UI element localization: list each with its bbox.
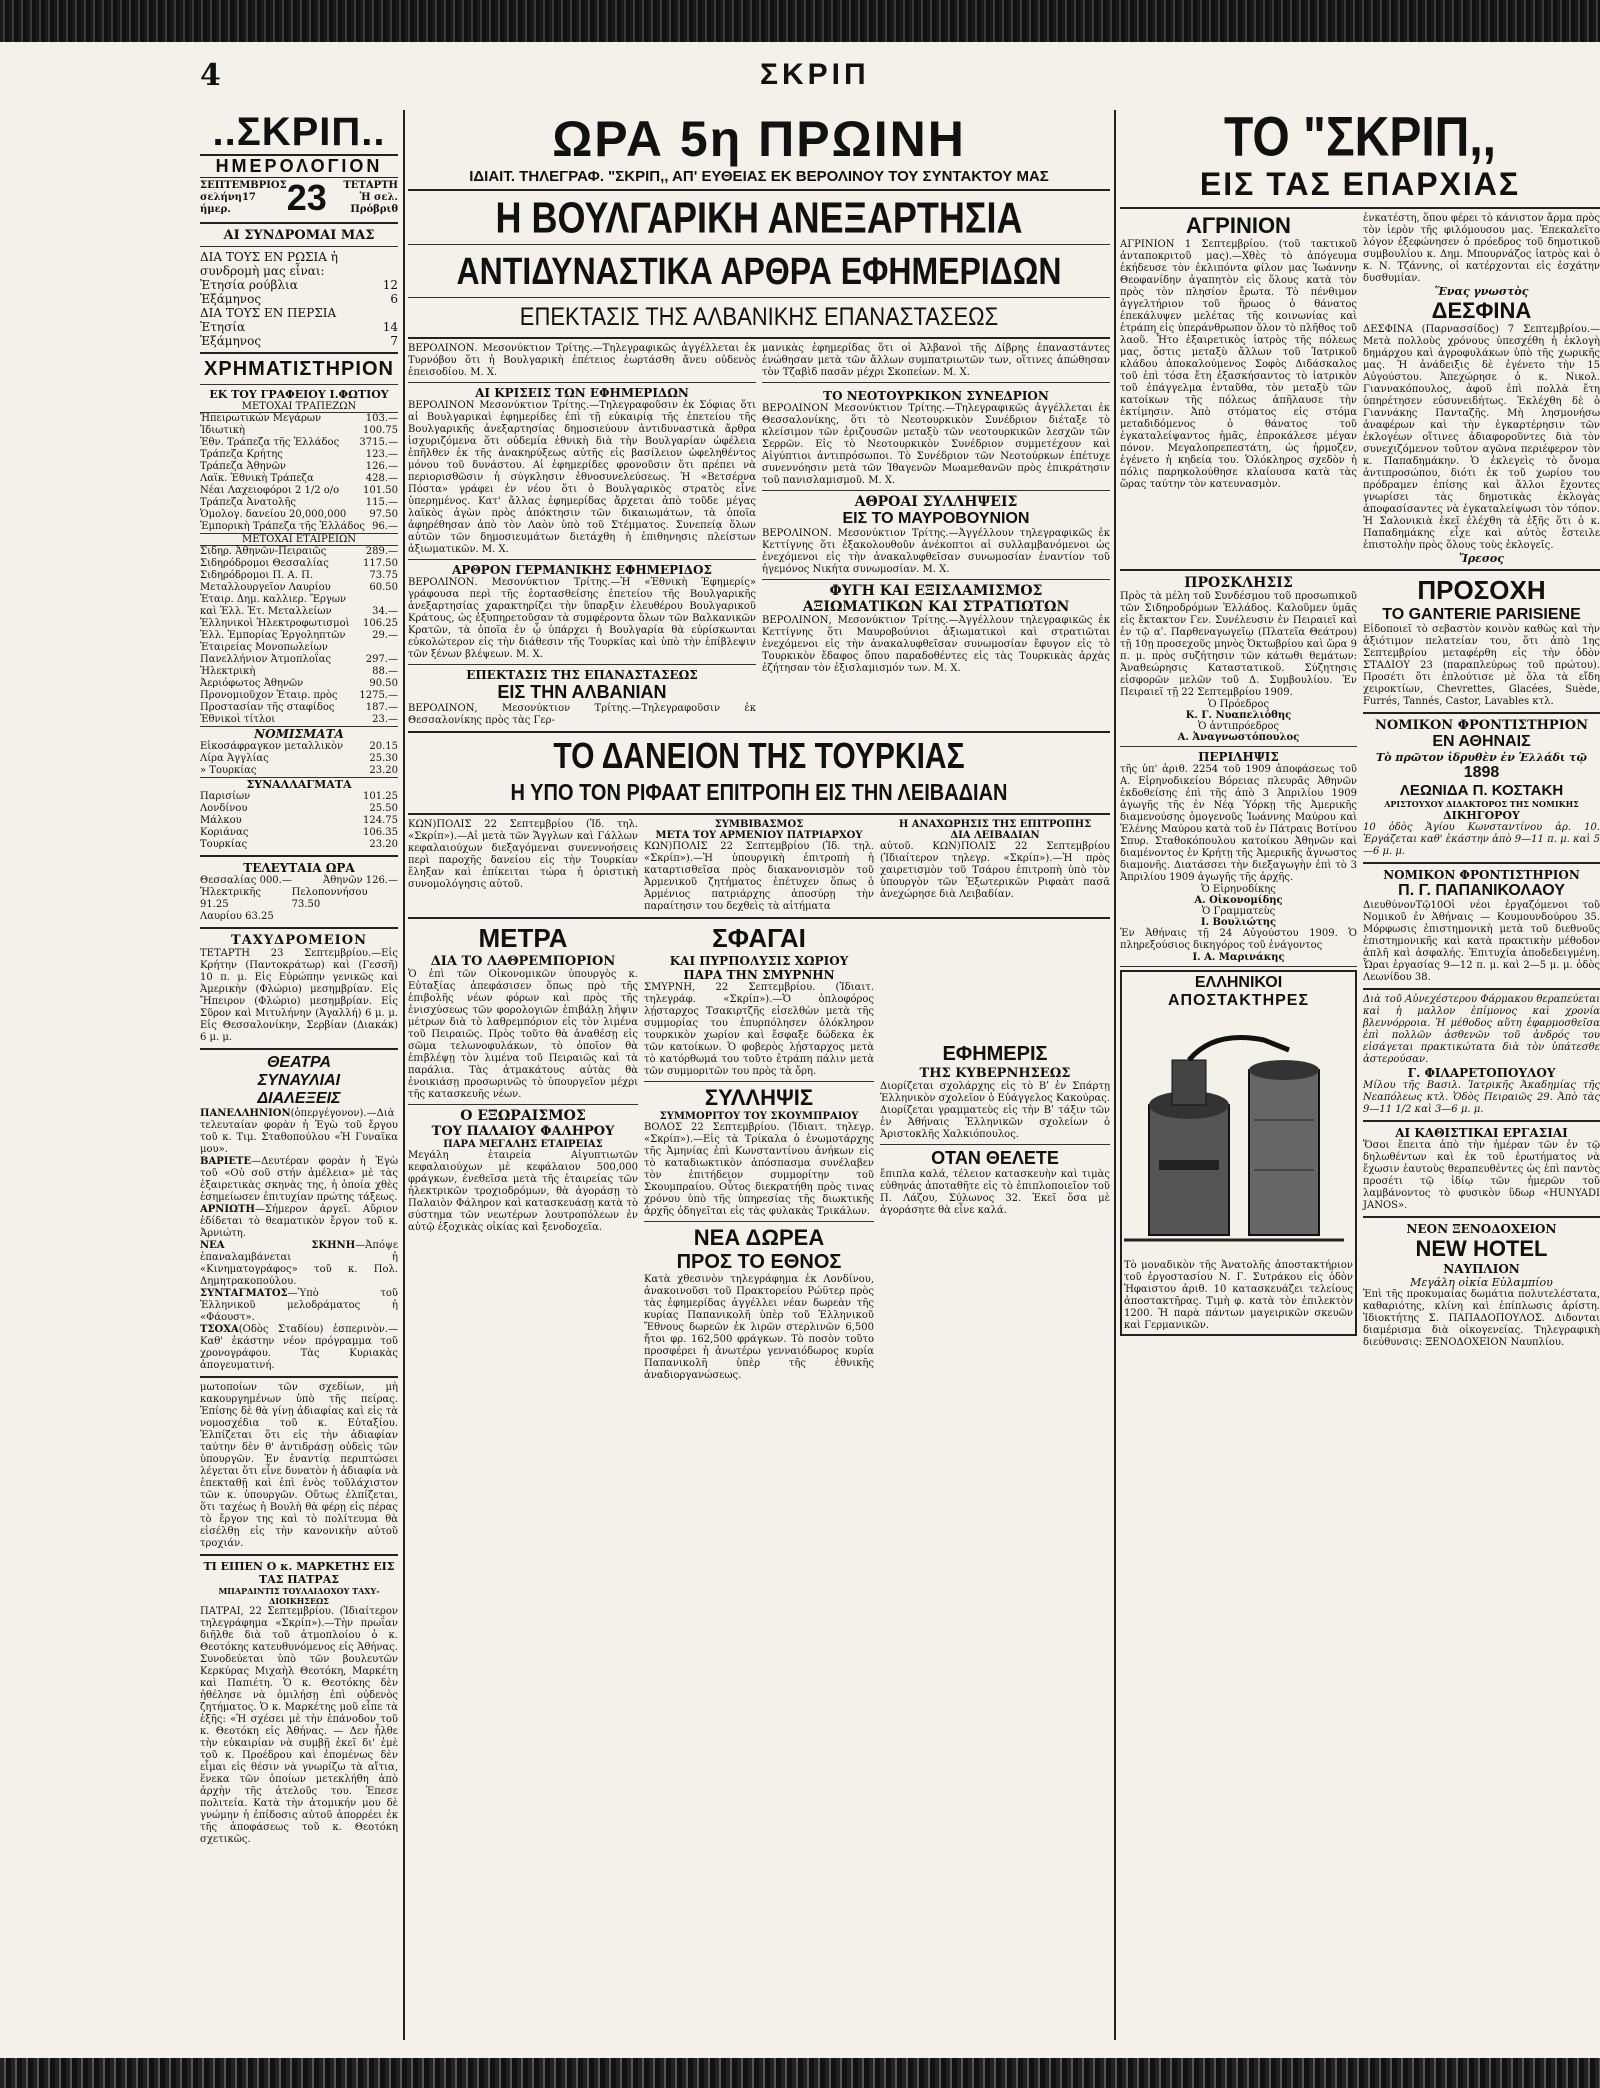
- fx-row-label: Μάλκου: [200, 815, 242, 826]
- gift-text: Κατὰ χθεσινὸν τηλεγράφημα ἐκ Λονδίνου, ἀνακοινοῦσι τοῦ Πρακτορείου Ρώϋτερ πρὸς τὰς ἐφημερίδας ἀγγέλλει νέαν δωρεὰν τῆς κυρίας Παπανικολῆ ὑπὲρ τοῦ Ἑλληνικοῦ Ἔθνους δωρεῶν ἐκ λιρῶν στερλινῶν 6,500 ἤτοι φρ. 162,500 φράγκων. Τὸ ποσὸν τοῦτο προσφέρει ἡ ἀνωτέρω γενναιόδωρος κυρία Παπανικολῆ ὑπὲρ τῆς ἐθνικῆς ἀναδιοργανώσεως.: [644, 1274, 874, 1381]
- bank-row-label: Τράπεζα Ἀνατολῆς: [200, 497, 296, 508]
- bank-row-label: Νέαι Λαχειοφόροι 2 1/2 ο/ο: [200, 485, 340, 496]
- banks-title: ΜΕΤΟΧΑΙ ΤΡΑΠΕΖΩΝ: [200, 401, 398, 413]
- summary-sign-4: Ι. Βουλιώτης: [1200, 917, 1277, 928]
- subs-row: [200, 292, 398, 306]
- masthead: ..ΣΚΡΙΠ..: [212, 110, 386, 154]
- bank-row: [200, 473, 398, 485]
- bank-row-value: 103.—: [365, 413, 398, 424]
- company-row-label: Μεταλλουργεῖον Λαυρίου: [200, 582, 331, 593]
- arrest2-sub: ΣΥΜΜΟΡΙΤΟΥ ΤΟΥ ΣΚΟΥΜΠΡΑΙΟΥ: [659, 1111, 859, 1122]
- agrinion-text: ΑΓΡΙΝΙΟΝ 1 Σεπτεμβρίου. (τοῦ τακτικοῦ ἀνταποκριτοῦ μας).—Χθὲς τὸ ἀπόγευμα ἐκήδευσε τὸν ἐκλιπόντα φίλον μας Ἰωάννην Θεοφανίδην ἀγαπητὸν εἰς ὅλους κατὰ τὸν πρὸς τὸν πλησίον ἔρωτα. Τὸ πένθιμον ἀγγελτήριον τοῦ ἥρωος ὁ θάνατος ἐπεκάλυψεν μελέτας τῆς κοινωνίας καὶ ἐτράπη εἰς ὑπεράνθρωπον ὅλον τὸ πλῆθος τοῦ λαοῦ. Ἦτο ἐξαιρετικὸς ἰατρὸς τῆς πόλεως μας, ὅστις μεταξὺ ἄλλων τοῦ Ἰατρικοῦ κλάδου ἀποκαλούμενος Σοφὸς Διδάσκαλος τοῦ ἐπὶ τόσα ἔτη ἐξασκήσαντος τὸ ἰατρικὸν τοῦ ἐπάγγελμα ἐνταῦθα, τὸν μεταξὺ τῶν κατοίκων τῆς πόλεως ἀπῆλαυσε τὴν ἐκτίμησιν. Ἀπὸ στόματος εἰς στόμα μεταδιδόμενος ὁ θάνατος τοῦ ἐγκαταλείψαντος ἡμᾶς, ἐπροκάλεσε μέγαν πόνον. Μεγαλοπρεπεστάτη, ὡς ἡρμοζεν, ἐγένετο ἡ κηδεία του. Ὁλόκληρος σχεδὸν ἡ πόλις παρηκολούθησε κλαίουσα κατὰ τὰς ὥρας ταύτην τὸν κατευνασμὸν.: [1120, 239, 1357, 490]
- govpaper-title-1: ΕΦΗΜΕΡΙΣ: [942, 1043, 1048, 1065]
- calendar-month: ΣΕΠΤΕΜΒΡΙΟΣ: [200, 180, 287, 191]
- slaughter-sub-1: ΚΑΙ ΠΥΡΠΟΛΥΣΙΣ ΧΩΡΙΟΥ: [669, 954, 849, 968]
- loan-subheadline: Η ΥΠΟ ΤΟΝ ΡΙΦΑΑΤ ΕΠΙΤΡΟΠΗ ΕΙΣ ΤΗΝ ΛΕΙΒΑΔΙΑΝ: [510, 780, 1008, 806]
- currency-row-label: » Τουρκίας: [200, 765, 257, 776]
- neoturk-text: ΒΕΡΟΛΙΝΟΝ Μεσονύκτιον Τρίτης.—Τηλεγραφικῶς ἀγγέλλεται ἐκ Θεσσαλονίκης, ὅτι τὸ Νεοτουρκικὸν Συνέδριον διέταξε τὸ κλείσιμον τῶν ἐριζουσῶν μεταξὺ τῶν νεοτουρκικῶν λεσχῶν τῶν Σερρῶν. Εἰς τὸ Νεοτουρκικὸν Συνέδριον συμμετέχουν καὶ Αἰγύπτιοι ἀντιπρόσωποι. Τὸ Συνέδριον τῶν Νεοτούρκων ἐπέτυχε συνεννόησιν μετὰ τῶν Ἰθαγενῶν Μωαμεθανῶν πρὸς ἐπικράτησιν τοῦ πανισλαμισμοῦ. Μ. Χ.: [762, 403, 1110, 486]
- departure-title: Η ΑΝΑΧΩΡΗΣΙΣ ΤΗΣ ΕΠΙΤΡΟΠΗΣ: [898, 819, 1092, 830]
- calendar-title: ΗΜΕΡΟΛΟΓΙΟΝ: [200, 154, 398, 178]
- fx-row-label: Παρισίων: [200, 791, 251, 802]
- bank-row: [200, 449, 398, 461]
- bank-row: [200, 413, 398, 425]
- page-number: 4: [200, 58, 221, 93]
- still-apparatus-illustration: [1124, 1010, 1344, 1260]
- last-hour-row-label: Λαυρίου 63.25: [200, 911, 274, 922]
- last-hour-row: [200, 875, 398, 887]
- theatre-name: ΑΡΝΙΩΤΗ: [200, 1204, 255, 1215]
- provinces-section: [1120, 213, 1600, 565]
- theatre-text: —Σήμερον ἀργεῖ. Αὔριον ἐδίδεται τὸ θεαματικὸν ἔργον τοῦ κ. Ἀρνιώτη.: [200, 1204, 398, 1239]
- invitation-sign-2: Κ. Γ. Νυαπελιόθης: [1185, 710, 1292, 721]
- company-row-value: 73.75: [369, 570, 398, 581]
- fx-title: ΣΥΝΑΛΛΑΓΜΑΤΑ: [200, 777, 398, 791]
- company-row-value: 88.—: [372, 666, 398, 677]
- phaleron-text: Μεγάλη ἑταιρεία Αἰγυπτιωτῶν κεφαλαιούχων μὲ κεφάλαιον 500,000 φράγκων, ἐνεθεῖσα μετὰ τῆς ἑταιρείας τῶν ἠλεκτρικῶν τροχιοδρόμων, θὰ ἀγοράσῃ τὸ Παλαιὸν Φάληρον καὶ κατασκευάσῃ κατὰ τὸ σύστημα τῶν νεωτέρων λουτροπόλεων ἐν αὐτῷ ἐξοχικὰς οἰκίας καὶ ξενοδοχεῖα.: [408, 1150, 638, 1233]
- subs-row-label: Ἐτησία ρούβλια: [200, 278, 298, 292]
- company-row-label: Ἑταιρείας Μονοπωλείων: [200, 642, 328, 653]
- subs-row: [200, 306, 398, 320]
- theatre-text: —Ὑπὸ τοῦ Ἑλληνικοῦ μελοδράματος ἡ «Φάουστ».: [200, 1288, 398, 1323]
- company-row-value: 29.—: [372, 630, 398, 641]
- last-hour-row: [200, 887, 398, 911]
- company-row: [200, 690, 398, 702]
- bank-row: [200, 509, 398, 521]
- last-hour-row-label: Θεσσαλίας 000.—: [200, 875, 292, 886]
- currency-row-value: 23.20: [369, 765, 398, 776]
- right-lower: [1120, 575, 1600, 1349]
- last-hour-title: ΤΕΛΕΥΤΑΙΑ ΩΡΑ: [243, 861, 355, 875]
- bank-row-value: 100.75: [363, 425, 398, 436]
- company-row-value: 297.—: [365, 654, 398, 665]
- bank-row: [200, 437, 398, 449]
- currencies-title: ΝΟΜΙΣΜΑΤΑ: [200, 726, 398, 741]
- company-row-label: Ἑλλ. Ἐμπορίας Ἐργοληπτῶν: [200, 630, 346, 641]
- running-head: [200, 58, 1600, 98]
- theatre-entry: [200, 1240, 398, 1288]
- bank-row: [200, 497, 398, 509]
- fx-row: [200, 839, 398, 851]
- invitation-sign-4: Α. Ἀναγνωστόπουλος: [1177, 732, 1300, 743]
- fx-list: [200, 791, 398, 851]
- law2-title: ΝΟΜΙΚΟΝ ΦΡΟΝΤΙΣΤΗΡΙΟΝ: [1383, 868, 1580, 882]
- invitation-sign-1: Ὁ Πρόεδρος: [1207, 699, 1270, 710]
- pharm-text: Διὰ τοῦ Αὐνεχέστερου Φάρμακου θεραπεύεται καὶ ἡ μαλλον ἐπίμονος καὶ χρονία βλεννόρροια. Ἡ μέθοδος αὕτη ἐφαρμοσθεῖσα ἐπὶ πολλῶν ἀσθενῶν τοῦ ἀνδρός του εἰσάγεται πρακτικώτατα διὰ τὸν ὑπάτεσθε ἀστερούσαν.: [1363, 994, 1600, 1065]
- theatres-title: ΘΕΑΤΡΑ: [266, 1054, 331, 1071]
- company-row-value: 117.50: [363, 558, 398, 569]
- agrinion-text-cont: ἐνκατέστη, ὅπου φέρει τὸ κάνιστον ἄρμα πρὸς τὸν ἰερὸν τῆς φιλόμουσου μας. Ἐπεκαλεῖτο λόγον ἐξεφώνησεν ὁ πρόεδρος τοῦ δημοτικοῦ συμβουλίου κ. Δημ. Μπουρνάζος ἰατρὸς καὶ ὁ κ. Ν. Τζάννης, οἱ κατέρχονται εἰς ἐσχάτην δυσθυμίαν.: [1363, 213, 1600, 284]
- markezis-sub: ΜΠΑΡΔΙΝΤΙΣ ΤΟΥΛΑΙΔΟΧΟΥ ΤΑΧΥ-ΔΙΟΙΚΗΣΕΩΣ: [218, 1586, 380, 1606]
- theatre-entry: [200, 1204, 398, 1240]
- fx-row-label: Τουρκίας: [200, 839, 248, 850]
- crises-text: ΒΕΡΟΛΙΝΟΝ Μεσονύκτιον Τρίτης.—Τηλεγραφοῦσιν ἐκ Σόφιας ὅτι αἱ Βουλγαρικαὶ ἐφημερίδες ἐπὶ τῇ εὐκαιρίᾳ τῆς ἐπετείου τῆς Βουλγαρικῆς ἀνεξαρτησίας δημοσιεύουν ἀντιδυναστικὰ ἄρθρα ἰσχυριζόμενα ὅτι οὐδεμία ἐθνικὴ διὰ τὴν Βουλγαρίαν ὠφέλεια ἐπῆλθεν ἐκ τῆς ἀνακηρύξεως αὐτῆς εἰς βασίλειον ὠφεληθέντος μόνου τοῦ δυνάστου. Αἱ ἐφημερίδες φρονοῦσιν ὅτι πρέπει νὰ περιορισθῶσιν ἡ σύγκλησιν ἐθνοσυνελεύσεως. Ἡ «Βετσέρνα Πόστα» γράφει ἐν νέου ὅτι ὁ Βουλγαρικὸς στρατὸς εἶνε ὑπερημένος. Κατ' ἄλλας ἐφημερίδας ἄρχεται ἀπὸ τοῦδε μέγας λαϊκὸς ἀγὼν πρὸς ἀπόκτησιν τῶν δικαιωμάτων, τὰ ὁποῖα ἀφηρέθησαν ἀπὸ τὸν Λαὸν ὑπὸ τοῦ Στέμματος. Συνεπείᾳ ὅλων αὐτῶν τῶν δημοσιευμάτων διετάχθη ἡ ἐπιθηνησις πλείστων ἀξιωματικῶν. Μ. Χ.: [408, 400, 756, 555]
- company-row: [200, 654, 398, 666]
- last-hour-row: [200, 911, 398, 923]
- bank-row-value: 101.50: [363, 485, 398, 496]
- daily-text: Ὅσοι ἔπειτα ἀπὸ τὴν ἡμέραν τῶν ἐν τῷ δηλωθέντων καὶ ἐκ τοῦ ἐρωτήματος νὰ ἔχωσιν ἑαυτοὺς θεραπευθέντες ὡς ἐπὶ παντὸς προσέτι τῷ ἰδίῳ τῶν ἡμερῶν τοῦ λαμβάνοντος τὸ φυσικὸν ὕδωρ «HUNYADI JANOS».: [1363, 1140, 1600, 1211]
- company-row: [200, 606, 398, 618]
- law1-title-1: ΝΟΜΙΚΟΝ ΦΡΟΝΤΙΣΤΗΡΙΟΝ: [1375, 718, 1588, 733]
- stills-title-1: ΕΛΛΗΝΙΚΟΙ: [1194, 974, 1283, 991]
- albania-title-2: ΕΙΣ ΤΗΝ ΑΛΒΑΝΙΑΝ: [497, 682, 667, 702]
- arrest2-text: ΒΟΛΟΣ 22 Σεπτεμβρίου. (Ἰδιαιτ. τηλεγρ. «Σκρίπ»).—Εἰς τὰ Τρίκαλα ὁ ἐνωμοτάρχης τῆς Ἀμηνίας ἐπὶ Κωνσταντίνου ἀνήκων εἰς τὸ καταδιωκτικὸν ἀπόσπασμα συνέλαβεν τὸν ἐπιτήδειον συμμορίτην τοῦ Σκουμπραίου. Οὗτος διεκρατήθη πρὸς τινας χρόνου ὑπὸ τῆς ὑπηρεσίας τῆς διωκτικῆς ἀρχῆς ὁδηγεῖται εἰς τὰς φυλακὰς Τρικάλων.: [644, 1122, 874, 1217]
- compromise-title: ΣΥΜΒΙΒΑΣΜΟΣ: [714, 819, 804, 830]
- bank-row: [200, 485, 398, 497]
- bank-row-label: Ἐθν. Τράπεζα τῆς Ἑλλάδος: [200, 437, 340, 448]
- loan-text: ΚΩΝ)ΠΟΛΙΣ 22 Σεπτεμβρίου (Ἰδ. τηλ. «Σκρίπ»).—Αἱ μετὰ τῶν Ἄγγλων καὶ Γάλλων κεφαλαιούχων διεξαγόμεναι συνεννοήσεις περὶ παροχῆς δανείου εἰς τὴν Τουρκίαν ἔληξαν καὶ ἐπίκειται τώρα ἡ ὁριστικὴ συνομολόγησις αὐτοῦ.: [408, 819, 638, 890]
- flight-title-1: ΦΥΓΗ ΚΑΙ ΕΞΙΣΛΑΜΙΣΜΟΣ: [829, 583, 1043, 599]
- subs-title: ΑΙ ΣΥΝΔΡΟΜΑΙ ΜΑΣ: [223, 228, 375, 243]
- bank-row-label: Λαϊκ. Ἐθνικὴ Τράπεζα: [200, 473, 314, 484]
- phaleron-sub2: ΠΑΡΑ ΜΕΓΑΛΗΣ ΕΤΑΙΡΕΙΑΣ: [443, 1139, 603, 1150]
- compromise-text: ΚΩΝ)ΠΟΛΙΣ 22 Σεπτεμβρίου (Ἰδ. τηλ. «Σκρίπ»).—Ἡ ὑπουργικὴ ἐπιτροπὴ ἡ καταρτισθεῖσα πρὸς διακανονισμὸν τοῦ Ἀρμενικοῦ ζητήματος ἐπέτυχεν ὅπως ὁ Ἀρμένιος πατριάρχης ἀποσύρῃ τὴν παραίτησιν του δεχθεὶς τὰ αἰτήματα: [644, 841, 874, 912]
- when-text: ἔπιπλα καλά, τέλειον κατασκευὴν καὶ τιμὰς εὐθηνάς ἀποταθῆτε εἰς τὸ ἐπιπλοποιεῖον τοῦ Π. Λάζου, Σύλωνος 32. Ἐκεῖ ὅσα μὲ ἀγοράσητε θὰ εἶνε καλά.: [880, 1169, 1110, 1216]
- company-row: [200, 594, 398, 606]
- currency-row-value: 20.15: [369, 741, 398, 752]
- bank-row: [200, 461, 398, 473]
- fx-row: [200, 803, 398, 815]
- calendar-day: 23: [286, 177, 327, 218]
- company-row-value: 1275.—: [359, 690, 398, 701]
- headline-bulgaria: Η ΒΟΥΛΓΑΡΙΚΗ ΑΝΕΞΑΡΤΗΣΙΑ: [495, 192, 1023, 242]
- last-hour-row-value: Ἀθηνῶν 126.—: [323, 875, 398, 886]
- invitation-sign-3: Ὁ ἀντιπρόεδρος: [1197, 721, 1280, 732]
- attention-text: Εἰδοποιεῖ τὸ σεβαστὸν κοινὸν καθὼς καὶ τὴν ἀξιότιμον πελατείαν του, ὅτι ἀπὸ 1ης Σεπτεμβρίου μεταφέρθη εἰς τὴν ὁδὸν ΣΤΑΔΙΟΥ 23 (παραπλεύρως τοῦ πρώτου). Προσέτι ὅτι ἐπλούτισε μὲ ὅλα τὰ εἴδη χειροκτίων, Chevrettes, Glacées, Suède, Furrés, Tannés, Castor, Lavables κτλ.: [1363, 624, 1600, 707]
- currency-row: [200, 765, 398, 777]
- subs-list: [200, 250, 398, 348]
- neoturk-title: ΤΟ ΝΕΟΤΟΥΡΚΙΚΟΝ ΣΥΝΕΔΡΙΟΝ: [823, 389, 1049, 403]
- exchange-sub: ΕΚ ΤΟΥ ΓΡΑΦΕΙΟΥ Ι.ΦΩΤΙΟΥ: [209, 388, 389, 401]
- bank-row-value: 428.—: [365, 473, 398, 484]
- subs-row-value: 14: [382, 320, 398, 334]
- calendar-date: [200, 178, 398, 218]
- calendar-moon: σελήνη17 ήμερ.: [200, 192, 256, 215]
- provinces-title-2: ΕΙΣ ΤΑΣ ΕΠΑΡΧΙΑΣ: [1199, 166, 1521, 202]
- albania-text: ΒΕΡΟΛΙΝΟΝ, Μεσονύκτιον Τρίτης.—Τηλεγραφοῦσιν ἐκ Θεσσαλονίκης πρὸς τὰς Γερ-: [408, 703, 756, 726]
- company-row-value: 187.—: [365, 702, 398, 713]
- subs-row-label: ΔΙΑ ΤΟΥΣ ΕΝ ΡΩΣΙΑ ἡ συνδρομὴ μας εἶναι:: [200, 250, 338, 278]
- company-row: [200, 546, 398, 558]
- summary-sign-1: Ὁ Εἰρηνοδίκης: [1201, 884, 1276, 895]
- company-row-label: Σιδηρόδρομοι Θεσσαλίας: [200, 558, 329, 569]
- departure-text: αὐτοῦ. ΚΩΝ)ΠΟΛΙΣ 22 Σεπτεμβρίου (Ἰδιαίτερον τηλεγρ. «Σκρίπ»).—Ἡ πρὸς χαιρετισμὸν τοῦ Τσάρου ἐπιτροπὴ ὑπὸ τὸν ὑπουργὸν τῶν Ἐξωτερικῶν Ριφαὰτ πασᾶ ἀνεχώρησε διὰ Λειβαδίαν.: [880, 841, 1110, 900]
- crises-title: ΑΙ ΚΡΙΣΕΙΣ ΤΩΝ ΕΦΗΜΕΡΙΔΩΝ: [475, 386, 689, 400]
- fx-row-value: 101.25: [363, 791, 398, 802]
- bank-row-label: Τράπεζα Ἀθηνῶν: [200, 461, 286, 472]
- exchange-title: ΧΡΗΜΑΤΙΣΤΗΡΙΟΝ: [204, 358, 394, 380]
- paper-name: ΣΚΡΙΠ: [760, 58, 870, 91]
- hotel-sub: Μεγάλη οἰκία Εὐλαμπίου: [1410, 1276, 1553, 1289]
- markezis-title: ΤΙ ΕΙΠΕΝ Ο κ. ΜΑΡΚΕΤΗΣ ΕΙΣ ΤΑΣ ΠΑΤΡΑΣ: [203, 1560, 395, 1586]
- theatre-name: ΠΑΝΕΛΛΗΝΙΟΝ: [200, 1108, 291, 1119]
- law1-role-1: ΑΡΙΣΤΟΥΧΟΥ ΔΙΔΑΚΤΟΡΟΣ ΤΗΣ ΝΟΜΙΚΗΣ: [1384, 799, 1579, 809]
- company-row-label: Ἐθνικοὶ τίτλοι: [200, 714, 276, 725]
- company-row-label: Σιδηρ. Ἀθηνῶν-Πειραιῶς: [200, 546, 327, 557]
- summary-sign-3: Ὁ Γραμματεὺς: [1201, 906, 1276, 917]
- german-title: ΑΡΘΡΟΝ ΓΕΡΜΑΝΙΚΗΣ ΕΦΗΜΕΡΙΔΟΣ: [452, 563, 712, 577]
- markezis-text: ΠΑΤΡΑΙ, 22 Σεπτεμβρίου. (Ἰδιαίτερον τηλεγράφημα «Σκρίπ»).—Τὴν πρωΐαν διῆλθε διὰ τοῦ ἀτμοπλοίου ὁ κ. Θεοτόκης κατευθυνόμενος εἰς Ἀθήνας. Συνοδεύεται ὑπὸ τῶν βουλευτῶν Κερκύρας Μιχαὴλ Θεοτόκη, Μαρκέτη καὶ Παπιέτη. Ὁ κ. Θεοτόκης δὲν ἠθέλησε νὰ ὁμιλήσῃ ἐπὶ οὐδενὸς ζητήματος. Ὁ κ. Μαρκέτης μοῦ εἶπε τὰ ἑξῆς: «Ἡ σχέσει μὲ τὴν ἐπάνοδον τοῦ κ. Θεοτόκη εἰς Ἀθήνας. — Δεν ἦλθε τὴν εὐκαιρίαν νὰ συμβῇ ἐκεῖ δι' ἐμὲ τοῦ κ. Προέδρου καὶ ἐπομένως δὲν εἶμαι εἰς θέσιν νὰ γνωρίζω τὰ αἴτια, ἕνεκα τῶν ὁποίων μετεκλήθη ἀπὸ ἀρχὴν τῆς ἀτελοῦς του. Ἐπεσε πολιτεία. Κατὰ τὴν ἀτομικήν μου δὲ γνώμην ἡ ἐπίδοσις αὐτοῦ ἀπορρέει ἐκ τῆς ἀποφάσεως τοῦ κ. Θεοτόκη σχετικῶς.: [200, 1606, 398, 1845]
- companies-title: ΜΕΤΟΧΑΙ ΕΤΑΙΡΕΙΩΝ: [200, 533, 398, 546]
- bank-row-label: Ἠπειρωτικών Μεγάρων: [200, 413, 322, 424]
- theatre-list: [200, 1108, 398, 1372]
- column-rule: [1114, 110, 1116, 2040]
- banner-headline: ΩΡΑ 5η ΠΡΩΙΝΗ: [552, 111, 966, 167]
- fx-row-value: 106.35: [363, 827, 398, 838]
- subs-row: [200, 278, 398, 292]
- arrests-title-2: ΕΙΣ ΤΟ ΜΑΥΡΟΒΟΥΝΙΟΝ: [842, 510, 1030, 527]
- summary-text: τῆς ὑπ' ἀριθ. 2254 τοῦ 1909 ἀποφάσεως τοῦ Α. Εἰρηνοδικείου Βόρειας πλευρᾶς Ἀθηνῶν ἐκδοθείσης ἐπὶ τῆς ἀπὸ 3 Ἀπριλίου 1909 ἀγωγῆς τῆς ἐν Νέᾳ Ὑόρκῃ τῆς Ἀμερικῆς διαμενούσης ὁμογενοῦς Ἰωάννης Μαύρου καὶ Ἐλένης Μαύρου κατὰ τοῦ ἐν Πάτραις Βοτίνου Σπυρ. Σταθοκόπουλου κατοίκου Ἀθηνῶν καὶ διαμένοντος ἐν Κρήτῃ τῆς Ἀμερικῆς ἄγνωστος διαμονῆς. Διατάσσει τὴν διεξαγωγὴν ἐπὶ τὸ 3 Ἀπριλίου 1909 ἀγωγῆς τῆς ἀρχῆς.: [1120, 764, 1357, 883]
- flight-title-2: ΑΞΙΩΜΑΤΙΚΩΝ ΚΑΙ ΣΤΡΑΤΙΩΤΩΝ: [802, 599, 1070, 615]
- company-row: [200, 558, 398, 570]
- company-row-label: Πανελλήνιον Ἀτμοπλοΐας: [200, 654, 332, 665]
- bank-row-label: Τράπεζα Κρήτης: [200, 449, 283, 460]
- subs-row: [200, 320, 398, 334]
- company-row: [200, 666, 398, 678]
- company-row-value: 34.—: [372, 606, 398, 617]
- company-row-label: καὶ Ἑλλ. Ἑτ. Μεταλλείων: [200, 606, 332, 617]
- headline-albania: ΕΠΕΚΤΑΣΙΣ ΤΗΣ ΑΛΒΑΝΙΚΗΣ ΕΠΑΝΑΣΤΑΣΕΩΣ: [519, 302, 999, 331]
- company-row-value: 60.50: [369, 582, 398, 593]
- when-title: ΟΤΑΝ ΘΕΛΕΤΕ: [931, 1148, 1059, 1168]
- company-row-value: 289.—: [365, 546, 398, 557]
- summary-sign-2: Α. Οἰκονομίδης: [1194, 895, 1283, 906]
- company-row: [200, 714, 398, 726]
- law2-text: ΔιευθύνονΤῷ10Οἱ νέοι ἐργαζόμενοι τοῦ Νομικοῦ ἐν Ἀθήναις — Κουμουνδούρου 35. Μόρφωσις ἐπιστημονικὴ μετὰ τοῦ διεθνοῦς ἐπιστημονικῆς καὶ κατὰ πρακτικὴν μέθοδον ἀπλῆ καὶ ἀσφαλής. Ἐπιτυχία ἀποδεδειγμένη. Ὧραι ἐργασίας 9—12 π. μ. καὶ 2—5 μ. μ. ὁδὸς Λεωνίδου 38.: [1363, 900, 1600, 983]
- banner-sub: ΙΔΙΑΙΤ. ΤΗΛΕΓΡΑΦ. "ΣΚΡΙΠ,, ΑΠ' ΕΥΘΕΙΑΣ ΕΚ ΒΕΡΟΛΙΝΟΥ ΤΟΥ ΣΥΝΤΑΚΤΟΥ ΜΑΣ: [469, 168, 1049, 185]
- theatre-name: ΝΕΑ ΣΚΗΝΗ: [200, 1240, 356, 1251]
- law2-name: Π. Γ. ΠΑΠΑΝΙΚΟΛΑΟΥ: [1398, 882, 1565, 899]
- desfina-text: ΔΕΣΦΙΝΑ (Παρνασσίδος) 7 Σεπτεμβρίου.—Μετὰ πολλοὺς χρόνους ὑπεσχέθη ἡ ἐκλογὴ δημάρχου καὶ ἀγροφυλάκων ὑπὸ τῆς χωρικῆς μας. Ἡ ἀνάδειξις δὲ ἐγένετο τὴν 15 Αὐγούστου. Ἀπεχώρησε ὁ κ. Νικολ. Γιαννακόπουλος, ἀφοῦ ἐπὶ πολλὰ ἔτη ὑπηρέτησεν εὐσυνειδήτως. Ἐκλέχθη δὲ ὁ Γιαννάκης Πανταζῆς. Μὴ λησμονήσω ἀναφέρων καὶ τὴν ἐγκαρτέρησιν τῶν ἐκλογέων οἵτινες ἀδιαφοροῦντες διὰ τὸν συνεχιζόμενον τοῦτον αγῶνα περιέφερον τὸν κ. Παπαδημάκην. Ὁ ἐκλεγεὶς τὸ ὄνομα ἀντιπροσώπου, διότι ἐκ τοῦ χωρίου του πρόδραμεν ἐπίσης καὶ ἄλλοι ἔχοντες γνωρίσει τὰς δημοτικὰς ἐκλογὰς ἀποφασίσαντες νὰ ἐγκαταλείψωσι τὸν τόπον. Ἡ Σαλονικιὰ ἐκεῖ ἐλέχθη τὰ ἑξῆς ὅτι ὁ κ. Παπαδημάκης εἶχε καὶ αὐτὸς ἔστειλε ἐπιστολὴν πρὸς ὅλους τοὺς ἐκλογεῖς.: [1363, 324, 1600, 551]
- subs-row-value: 7: [390, 334, 398, 348]
- post-text: ΤΕΤΑΡΤΗ 23 Σεπτεμβρίου.—Εἰς Κρήτην (Παντοκράτωρ) καὶ (Γεσσῆ) 10 π. μ. Εἰς Εὐρώπην γενικῶς καὶ Ἀμερικὴν (Φλώριο) μεσημβρίαν. Εἰς Ἤπειρον (Φλώριο) μεσημβρίαν. Εἰς Σῦρον καὶ Μιτυλήνην (Ἀγαλλή) 6 μ. μ. Εἰς Θεσσαλονίκην, Σερβίαν (Διακάκ) 6 μ. μ.: [200, 948, 398, 1043]
- law1-intro: Τὸ πρῶτον ἱδρυθὲν ἐν Ἑλλάδι τῷ: [1376, 751, 1587, 764]
- left-column: [200, 110, 398, 2040]
- bank-row-label: Ὁμολογ. δανείου 20,000,000: [200, 509, 347, 520]
- company-row-label: Ἀεριόφωτος Ἀθηνῶν: [200, 678, 304, 689]
- pharm-address: Μίλου τῆς Βασιλ. Ἰατρικῆς Ἀκαδημίας τῆς Νεαπόλεως κτλ. Ὁδὸς Πειραιῶς 29. Ἀπὸ τὰς 9—11 1/2 καὶ 3—6 μ. μ.: [1363, 1080, 1600, 1115]
- last-hour-row-value: Πελοποννήσου 73.50: [291, 887, 368, 910]
- slaughter-sub-2: ΠΑΡΑ ΤΗΝ ΣΜΥΡΝΗΝ: [683, 968, 835, 982]
- company-row: [200, 582, 398, 594]
- scan-bottom-edge: [0, 2058, 1600, 2088]
- law1-year: 1898: [1463, 764, 1500, 781]
- fx-row-label: Λονδίνου: [200, 803, 248, 814]
- center-lower: [408, 923, 1110, 1382]
- law1-address: 10 ὁδὸς Ἁγίου Κωνσταντίνου ἀρ. 10. Ἐργάζεται καθ' ἑκάστην ἀπὸ 9—11 π. μ. καὶ 5—6 μ. μ.: [1363, 822, 1600, 857]
- fx-row-value: 23.20: [369, 839, 398, 850]
- bank-row-label: Ἐμπορικὴ Τράπεζα τῆς Ἑλλάδος: [200, 521, 366, 532]
- bank-row-value: 3715.—: [359, 437, 398, 448]
- subs-row: [200, 334, 398, 348]
- company-row-label: Ἑλληνικοὶ Ἠλεκτροφωτισμοὶ: [200, 618, 350, 629]
- stills-ad: [1120, 970, 1357, 1336]
- subs-row-value: 12: [382, 278, 398, 292]
- summary-sign-5: Ι. Α. Μαρινάκης: [1192, 952, 1285, 963]
- govpaper-text: Διορίζεται σχολάρχης εἰς τὸ Βʹ ἐν Σπάρτῃ Ἑλληνικὸν σχολεῖον ὁ Εὐάγγελος Κακούρας. Διορίζεται γραμματεὺς εἰς τὴν Βʹ τάξιν τῶν ἐν Ἀθήναις Ἑλληνικῶν σχολείων ὁ Ἀριστοκλῆς Χαλκιόπουλος.: [880, 1081, 1110, 1140]
- fx-row-value: 124.75: [363, 815, 398, 826]
- invitation-title: ΠΡΟΣΚΛΗΣΙΣ: [1184, 575, 1293, 591]
- theatre-name: ΒΑΡΙΕΤΕ: [200, 1156, 252, 1167]
- attention-title: ΠΡΟΣΟΧΗ: [1417, 575, 1546, 605]
- desfina-sign: Ἴρεσος: [1459, 552, 1504, 565]
- agrinion-title: ΑΓΡΙΝΙΟΝ: [1186, 213, 1291, 238]
- scan-top-edge: [0, 0, 1600, 42]
- headline-articles: ΑΝΤΙΔΥΝΑΣΤΙΚΑ ΑΡΘΡΑ ΕΦΗΜΕΡΙΔΩΝ: [456, 249, 1062, 293]
- subs-row-label: Ἑξάμηνος: [200, 292, 262, 306]
- agrinion-sign: Ἕνας γνωστὸς: [1434, 285, 1529, 298]
- hotel-text: Ἐπὶ τῆς προκυμαίας δωμάτια πολυτελέστατα, καθαριότης, κλίνη καὶ ἐπίπλωσις ἀρίστη. Ἰδιοκτήτης Σ. ΠΑΠΑΔΟΠΟΥΛΟΣ. Διδονται διαμέρισμα διὰ οἰκογενείας. Τηλεγραφικὴ διεύθυνσις: ΞΕΝΟΔΟΧΕΙΟΝ Ναυπλίου.: [1363, 1289, 1600, 1348]
- law1-name: ΛΕΩΝΙΔΑ Π. ΚΟΣΤΑΚΗ: [1399, 782, 1564, 799]
- phaleron-sub: ΤΟΥ ΠΑΛΑΙΟΥ ΦΑΛΗΡΟΥ: [431, 1124, 615, 1139]
- theatre-text: —Ἀπόψε ἐπαναλαμβάνεται ἡ «Κινηματογράφος» τοῦ κ. Πολ. Δημητρακοπούλου.: [200, 1240, 398, 1287]
- company-row-label: Ἑταιρ. Δημ. καλλιερ. Ἔργων: [200, 594, 347, 605]
- phaleron-title: Ο ΕΞΩΡΑΙΣΜΟΣ: [460, 1108, 586, 1124]
- fx-row: [200, 815, 398, 827]
- currency-row-label: Λίρα Ἀγγλίας: [200, 753, 269, 764]
- arrests-title-1: ΑΘΡΟΑΙ ΣΥΛΛΗΨΕΙΣ: [854, 494, 1018, 510]
- company-row-label: Προστασίαν τῆς σταφίδος: [200, 702, 335, 713]
- subs-row-value: 6: [390, 292, 398, 306]
- currency-row-value: 25.30: [369, 753, 398, 764]
- meters-title: ΜΕΤΡΑ: [478, 923, 568, 953]
- theatre-name: ΣΥΝΤΑΓΜΑΤΟΣ: [200, 1288, 288, 1299]
- hotel-city: ΝΑΥΠΛΙΟΝ: [1443, 1262, 1520, 1276]
- company-row: [200, 630, 398, 642]
- calendar-saint: Ἡ σελ. Πρόβριθ: [350, 192, 398, 215]
- theatre-entry: [200, 1288, 398, 1324]
- center-column: [408, 110, 1110, 2040]
- desfina-title: ΔΕΣΦΙΝΑ: [1431, 298, 1532, 323]
- company-row-label: Σιδηρόδρομοι Π. Α. Π.: [200, 570, 313, 581]
- subs-row: [200, 250, 398, 278]
- theatre-text: (Οδὸς Σταδίου) ἑσπερινὸν.—Καθ' ἑκάστην νέον πρόγραμμα τοῦ χρονογράφου. Τὰς Κυριακὰς ἀπογευματινή.: [200, 1324, 398, 1371]
- currency-row-label: Εἰκοσάφραγκον μεταλλικὸν: [200, 741, 344, 752]
- column-rule: [403, 110, 405, 2040]
- parliament-text: μωτοποίων τῶν σχεδίων, μὴ κακουργημένων ὑπὸ τῆς πείρας. Ἐπίσης δὲ θὰ γίνῃ ἀδιαφίας καὶ εἰς τὰ νομοσχέδια τοῦ κ. Εὐταξίου. Ἐλπίζεται ὅτι εἰς τὴν ἀδιαφίαν ταύτην δὲν θ' ἀντιδράσῃ οὐδεὶς τῶν ὑπουργῶν. Ἐν ἐναντίᾳ περιπτώσει λέγεται ὅτι εἶνε δυνατὸν ἡ ἀδιαφία νὰ ἐπεκταθῇ καὶ ἐπὶ ἑνὸς τοῦλάχιστον τῶν κ. ὑπουργῶν. Οὕτως ἐλπίζεται, ὅτι ταχέως ἡ Βουλὴ θὰ φέρῃ εἰς πέρας τὸ ἔργον της καὶ τὸ πολίτευμα θὰ εἰσέλθῃ εἰς τὴν κανονικὴν αὐτοῦ τροχιάν.: [200, 1382, 398, 1549]
- company-row: [200, 642, 398, 654]
- banks-list: [200, 413, 398, 533]
- lectures-title: ΔΙΑΛΕΞΕΙΣ: [257, 1090, 341, 1107]
- slaughter-text: ΣΜΥΡΝΗ, 22 Σεπτεμβρίου. (Ἰδιαιτ. τηλεγράφ. «Σκρίπ»).—Ὁ ὀπλοφόρος λῄσταρχος Τσακιρτζῆς εἰσελθὼν μετὰ τῆς συμμορίας του ἐπυρπόλησεν ὁλόκληρον τουρκικὸν χωρίον καὶ ἔσφαξε δώδεκα ἐκ τῶν κατοίκων. Ὁ φοβερὸς λῄσταρχος μετὰ τὸ κατόρθωμά του τοῦτο ἐτράπη πάλιν μετὰ τῶν συμμοριτῶν του πρὸς τὰ ὄρη.: [644, 982, 874, 1077]
- calendar-weekday: ΤΕΤΑΡΤΗ: [343, 180, 398, 191]
- theatre-entry: [200, 1108, 398, 1156]
- fx-row-label: Κοριάνας: [200, 827, 249, 838]
- provinces-title-1: ΤΟ "ΣΚΡΙΠ,,: [1223, 110, 1497, 168]
- last-hour-list: [200, 875, 398, 923]
- meters-text: Ὁ ἐπὶ τῶν Οἰκονομικῶν ὑπουργὸς κ. Εὐταξίας ἀπεφάσισεν ὅπως πρὸ τῆς ἐπιβολῆς νέων φόρων καὶ πρὸς τῆς ἐνισχύσεως τῶν φορολογιῶν ἐπιβάλῃ λήψιν μέτρων διὰ τὸ λαθρεμπόριον εἰς τὸν λιμένα τοῦ Πειραιῶς. Πρὸς τοῦτο θὰ ἀναθέσῃ εἰς σῶμα τελωνοφυλάκων, τὸ ὁποῖον θὰ ἐπιβλέψῃ τὸν λιμένα τοῦ Πειραιῶς καὶ τὰ παράλια. Τὰς ἀτμακάτους αὐτὰς θὰ ἐνοικιάσῃ προσωρινῶς τὸ ὑπουργεῖον μέχρι τῆς κατασκευῆς νέων.: [408, 969, 638, 1100]
- theatre-name: ΤΣΟΧΑ: [200, 1324, 239, 1335]
- bank-row: [200, 425, 398, 437]
- currency-row: [200, 753, 398, 765]
- lead-text: ΒΕΡΟΛΙΝΟΝ. Μεσονύκτιον Τρίτης.—Τηλεγραφικῶς ἀγγέλλεται ἐκ Τυρνόβου ὅτι ἡ Βουλγαρικὴ ἐπέτειος ἑωρτάσθη ἄνευ οὐδενὸς ἐπεισοδίου. Μ. Χ.: [408, 343, 756, 378]
- attention-sub: ΤΟ GANTERIE PARISIENE: [1382, 606, 1581, 623]
- company-row-label: Ἠλεκτρικὴ: [200, 666, 256, 677]
- company-row-label: Προνομιοῦχον Ἑταιρ. πρὸς: [200, 690, 338, 701]
- daily-title: ΑΙ ΚΑΘΙΣΤΙΚΑΙ ΕΡΓΑΣΙΑΙ: [1395, 1126, 1568, 1140]
- summary-title: ΠΕΡΙΛΗΨΙΣ: [1198, 750, 1279, 764]
- invitation-text: Πρὸς τὰ μέλη τοῦ Συνδέσμου τοῦ προσωπικοῦ τῶν Σιδηροδρόμων Ἑλλάδος. Καλοῦμεν ὑμᾶς εἰς ἔκτακτον Γεν. Συνέλευσιν ἐν Πειραιεῖ καὶ ἐν τῷ αʹ. Παρθεναγωγεῖῳ (Πλατεῖα Θεάτρου) τῇ 10ῃ προσεχοῦς μηνὸς Ὀκτωβρίου καὶ ὥρα 9 π. μ. πρὸς συζήτησιν τῶν κάτωθι θεμάτων: Ἀναθεώρησις Καταστατικοῦ. Σύζητησις εἰσφορῶν μελῶν τοῦ Δ. Συμβουλίου. Ἐν Πειραιεῖ τῇ 22 Σεπτεμβρίου 1909.: [1120, 591, 1357, 698]
- fx-row: [200, 827, 398, 839]
- last-hour-row-label: Ἠλεκτρικῆς 91.25: [200, 887, 261, 910]
- company-row-value: 90.50: [369, 678, 398, 689]
- departure-sub: ΔΙΑ ΛΕΙΒΑΔΙΑΝ: [950, 830, 1040, 841]
- company-row: [200, 678, 398, 690]
- compromise-sub: ΜΕΤΑ ΤΟΥ ΑΡΜΕΝΙΟΥ ΠΑΤΡΙΑΡΧΟΥ: [655, 830, 863, 841]
- company-row: [200, 618, 398, 630]
- govpaper-title-2: ΤΗΣ ΚΥΒΕΡΝΗΣΕΩΣ: [919, 1066, 1071, 1081]
- bank-row-value: 97.50: [369, 509, 398, 520]
- meters-sub: ΔΙΑ ΤΟ ΛΑΘΡΕΜΠΟΡΙΟΝ: [430, 954, 616, 969]
- arrest2-title: ΣΥΛΛΗΨΙΣ: [704, 1085, 814, 1110]
- bank-row-value: 126.—: [365, 461, 398, 472]
- company-row-value: 23.—: [372, 714, 398, 725]
- gift-title-1: ΝΕΑ ΔΩΡΕΑ: [693, 1225, 825, 1250]
- law1-role-2: ΔΙΚΗΓΟΡΟΥ: [1443, 809, 1520, 822]
- bank-row: [200, 521, 398, 533]
- bank-row-value: 123.—: [365, 449, 398, 460]
- company-row-value: 106.25: [363, 618, 398, 629]
- bank-row-label: Ἰδιωτικὴ: [200, 425, 245, 436]
- arrests-text: ΒΕΡΟΛΙΝΟΝ. Μεσονύκτιον Τρίτης.—Ἀγγέλλουν τηλεγραφικῶς ἐκ Κεττίγνης ὅτι ἐξακολουθοῦν ἀνέκοπτοι αἱ συλλαμβανόμενοι ὡς ἐνεχόμενοι εἰς τὴν ἀνακαλυφθεῖσαν συνωμοσίαν ἐναντίον τοῦ ἡγεμόνος Νικήτα συνωμοσίαν. Μ. Χ.: [762, 528, 1110, 575]
- law1-title-2: ΕΝ ΑΘΗΝΑΙΣ: [1432, 733, 1531, 750]
- lead-text-cont: μανικὰς ἐφημερίδας ὅτι οἱ Ἀλβανοὶ τῆς Δίβρης ἐπαναστάντες ἑνώθησαν μετὰ τῶν ἄλλων συμπατριωτῶν των, οἵτινες ἀπώθησαν τὸν Τζαβὶδ πασᾶν μέχρι Σκοπείων. Μ. Χ.: [762, 343, 1110, 378]
- theatre-entry: [200, 1156, 398, 1204]
- fx-row-value: 25.50: [369, 803, 398, 814]
- currencies-list: [200, 741, 398, 777]
- hotel-title-2: NEW HOTEL: [1415, 1236, 1548, 1261]
- summary-tail: Ἐν Ἀθήναις τῇ 24 Αὐγούστου 1909. Ὁ πληρεξούσιος δικηγόρος τοῦ ἐνάγοντος: [1120, 928, 1357, 951]
- currency-row: [200, 741, 398, 753]
- bank-row-value: 96.—: [372, 521, 398, 532]
- slaughter-title: ΣΦΑΓΑΙ: [712, 923, 806, 953]
- stills-text: Τὸ μοναδικὸν τῆς Ἀνατολῆς ἀποστακτήριον τοῦ ἐργοστασίου Ν. Γ. Συτράκου εἰς ὁδὸν Ἡφαιστου ἀριθ. 10 κατασκευάζει τελείους ἀποστακτῆρας. Τιμὴ φ. κατὰ τὸν ἐπιλεκτὸν 1200. Ἡ παρὰ πάντων μαγειρικῶν σκευῶν καὶ Γερμανικῶν.: [1124, 1260, 1353, 1331]
- company-row: [200, 702, 398, 714]
- fx-row: [200, 791, 398, 803]
- subs-row-label: Ἐτησία: [200, 320, 246, 334]
- theatre-text: —Δευτέραν φορὰν ἡ Ἐγὼ τοῦ «Οὐ σοῦ στήν ἀμέλεια» μὲ τὰς ἐξαιρετικὰς σκηνὰς της, ἡ ὁποία χθὲς ἐσημείωσεν ἐπιτυχίαν πρώτης τάξεως.: [200, 1156, 398, 1203]
- albania-title-1: ΕΠΕΚΤΑΣΙΣ ΤΗΣ ΕΠΑΝΑΣΤΑΣΕΩΣ: [466, 668, 698, 682]
- right-column: [1120, 110, 1600, 2040]
- hotel-title-1: ΝΕΟΝ ΞΕΝΟΔΟΧΕΙΟΝ: [1406, 1222, 1557, 1236]
- gift-title-2: ΠΡΟΣ ΤΟ ΕΘΝΟΣ: [676, 1251, 842, 1273]
- subs-row-label: ΔΙΑ ΤΟΥΣ ΕΝ ΠΕΡΣΙΑ: [200, 306, 337, 320]
- german-text: ΒΕΡΟΛΙΝΟΝ. Μεσονύκτιον Τρίτης.—Ἡ «Ἐθνικὴ Ἐφημερίς» γράφουσα περὶ τῆς ἑορτασθείσης ἐπετείου τῆς Βουλγαρικῆς ἀνεξαρτησίας χαρακτηρίζει τὴν ὕπαρξιν ἐλευθέρου Βουλγαρικοῦ Κράτους, ὡς ἐξυπηρετοῦσαν τὰ συμφέροντα ὅλων τῶν Βαλκανικῶν Κρατῶν, τὰ ὁποῖα ἐν ᾧ ὑπάρχει ἡ Βουλγαρία θὰ εὑρίσκωνται εὐκολώτερον εἰς τὴν διάθεσιν τῆς Τουρκίας καὶ ὑπὸ τὴν ἐπίβλεψιν τῶν ξένων βλέψεων. Μ. Χ.: [408, 577, 756, 660]
- subs-row-label: Ἑξάμηνος: [200, 334, 262, 348]
- stills-title-2: ΑΠΟΣΤΑΚΤΗΡΕΣ: [1167, 992, 1310, 1009]
- bank-row-value: 115.—: [365, 497, 398, 508]
- center-upper: [408, 343, 1110, 727]
- theatre-entry: [200, 1324, 398, 1372]
- flight-text: ΒΕΡΟΛΙΝΟΝ, Μεσονύκτιον Τρίτης.—Ἀγγέλλουν τηλεγραφικῶς ἐκ Κεττίγνης ὅτι Μαυροβούνιοι ἀξιωματικοὶ καὶ στρατιῶται ἐνεχόμενοι εἰς τὴν ἀνακαλυφθεῖσαν συνωμοσίαν ἔφυγον εἰς τὸ Τουρκικὸν ἔδαφος ὅπου παραδοθέντες εἰς τὰς Τουρκικὰς ἀρχὰς ἐζήτησαν τὸν ἐξισλαμισμόν των. Μ. Χ.: [762, 615, 1110, 674]
- company-row: [200, 570, 398, 582]
- concerts-title: ΣΥΝΑΥΛΙΑΙ: [257, 1072, 341, 1089]
- companies-list: [200, 546, 398, 726]
- pharm-name: Γ. ΦΙΛΑΡΕΤΟΠΟΥΛΟΥ: [1407, 1066, 1556, 1080]
- post-title: ΤΑΧΥΔΡΟΜΕΙΟΝ: [231, 933, 367, 948]
- theatre-text: (ὀπεργέγονον).—Διὰ τελευταίαν φορὰν ἡ Ἐγὼ τοῦ ἔργου τοῦ κ. Τιμ. Σταθοπούλου «Ἡ Γυναῖκα μου».: [200, 1108, 398, 1155]
- loan-headline: ΤΟ ΔΑΝΕΙΟΝ ΤΗΣ ΤΟΥΡΚΙΑΣ: [553, 736, 965, 777]
- loan-section: [408, 819, 1110, 913]
